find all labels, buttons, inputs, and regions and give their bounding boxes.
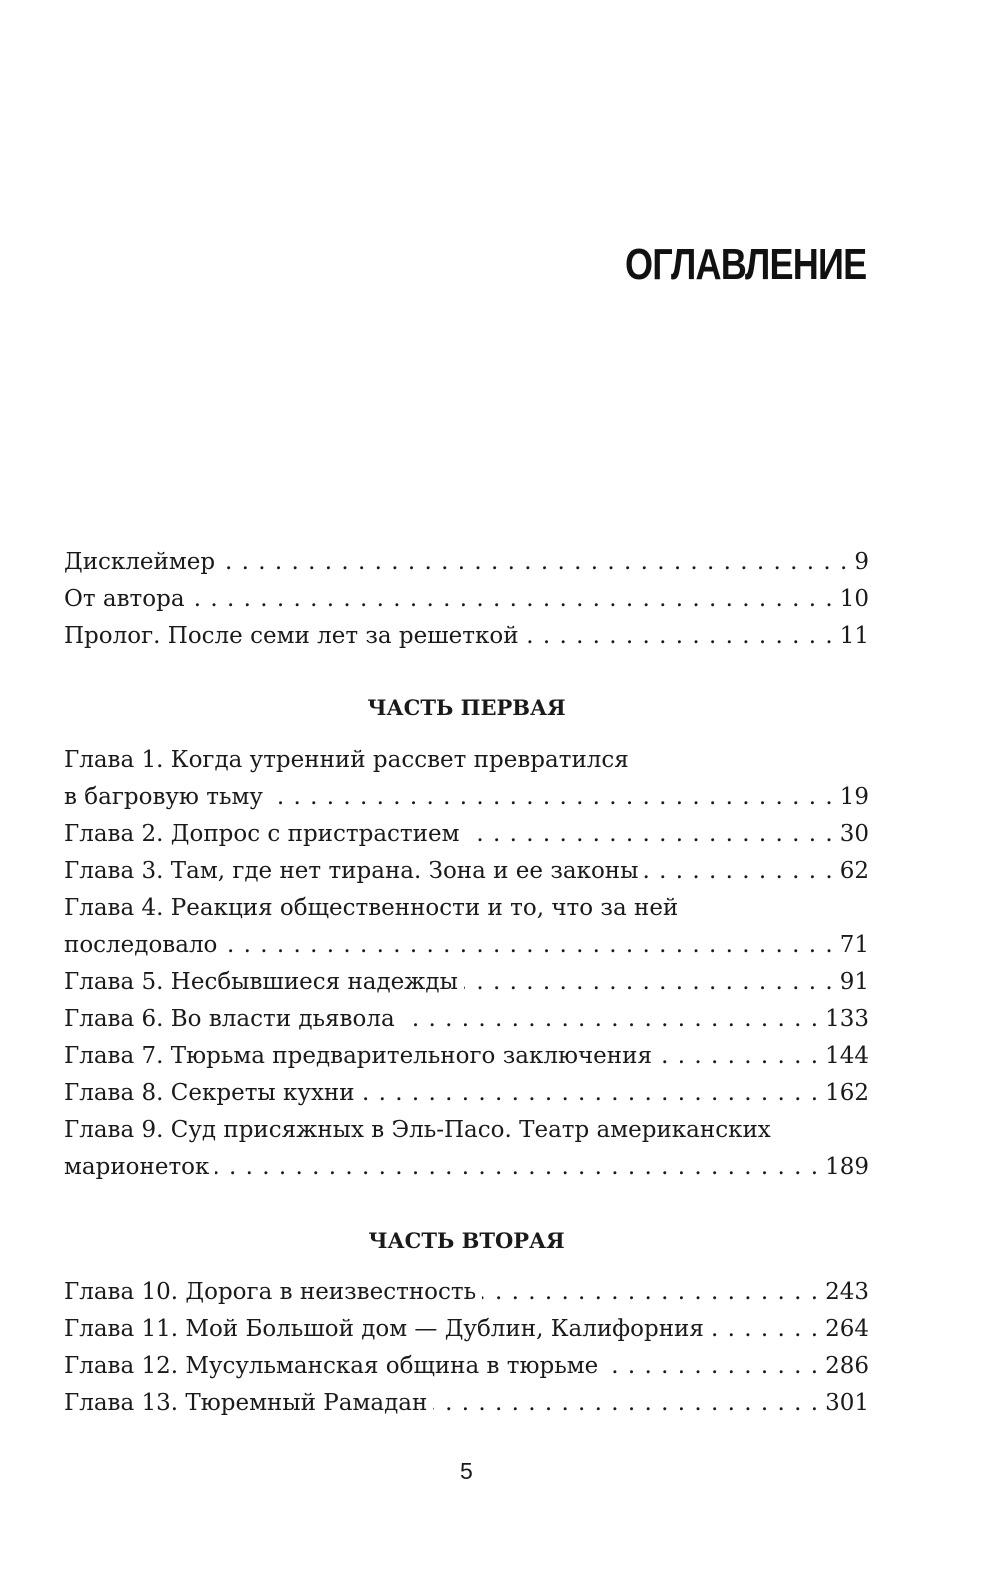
entry-title: Глава 10. Дорога в неизвестность bbox=[64, 1279, 477, 1305]
dot-leader bbox=[361, 1075, 820, 1112]
entry-page-number: 264 bbox=[825, 1316, 869, 1342]
entry-line bbox=[64, 1274, 869, 1311]
entry-page-number: 9 bbox=[854, 549, 869, 575]
toc-entry bbox=[64, 544, 869, 581]
entry-title: Глава 5. Несбывшиеся надежды bbox=[64, 969, 458, 995]
entry-page-number: 243 bbox=[825, 1279, 869, 1305]
entry-line bbox=[64, 816, 869, 853]
dot-leader bbox=[465, 816, 833, 853]
entry-page-number: 11 bbox=[839, 623, 869, 649]
toc-entry bbox=[64, 1274, 869, 1311]
entry-page-number: 286 bbox=[825, 1353, 869, 1379]
dot-leader bbox=[644, 853, 833, 890]
dot-leader bbox=[433, 1385, 819, 1422]
toc-entry bbox=[64, 581, 869, 618]
entry-line bbox=[64, 927, 869, 964]
page-title: ОГЛАВЛЕНИЕ bbox=[624, 240, 866, 289]
entry-line bbox=[64, 964, 869, 1001]
toc-entry bbox=[64, 1311, 869, 1348]
entry-page-number: 301 bbox=[825, 1390, 869, 1416]
entry-title: марионеток bbox=[64, 1154, 210, 1180]
entry-title: Глава 6. Во власти дьявола bbox=[64, 1006, 395, 1032]
toc-entry bbox=[64, 1385, 869, 1422]
toc-entry bbox=[64, 1001, 869, 1038]
entry-line bbox=[64, 1038, 869, 1075]
entry-page-number: 189 bbox=[825, 1154, 869, 1180]
entry-line bbox=[64, 1311, 869, 1348]
dot-leader bbox=[215, 1149, 819, 1186]
entry-title: в багровую тьму bbox=[64, 784, 263, 810]
dot-leader bbox=[525, 618, 834, 655]
dot-leader bbox=[221, 544, 848, 581]
entry-title: Глава 7. Тюрьма предварительного заключения bbox=[64, 1043, 652, 1069]
entry-title: Глава 13. Тюремный Рамадан bbox=[64, 1390, 428, 1416]
entry-page-number: 19 bbox=[839, 784, 869, 810]
entry-page-number: 10 bbox=[839, 586, 869, 612]
entry-line bbox=[64, 618, 869, 655]
toc-front-matter bbox=[64, 544, 869, 655]
dot-leader bbox=[482, 1274, 819, 1311]
entry-title: Пролог. После семи лет за решеткой bbox=[64, 623, 519, 649]
entry-title: Глава 8. Секреты кухни bbox=[64, 1080, 355, 1106]
entry-page-number: 71 bbox=[839, 932, 869, 958]
dot-leader bbox=[604, 1348, 819, 1385]
entry-line bbox=[64, 1385, 869, 1422]
entry-line bbox=[64, 779, 869, 816]
entry-title-line: Глава 9. Суд присяжных в Эль-Пасо. Театр американских bbox=[64, 1117, 771, 1143]
toc-entry bbox=[64, 1038, 869, 1075]
entry-line bbox=[64, 1348, 869, 1385]
dot-leader bbox=[269, 779, 834, 816]
page-number: 5 bbox=[460, 1458, 473, 1484]
toc-part-two bbox=[64, 1274, 869, 1422]
entry-page-number: 133 bbox=[825, 1006, 869, 1032]
entry-page-number: 144 bbox=[825, 1043, 869, 1069]
toc-entry bbox=[64, 1348, 869, 1385]
dot-leader bbox=[658, 1038, 819, 1075]
entry-title: Дисклеймер bbox=[64, 549, 216, 575]
toc-entry bbox=[64, 1075, 869, 1112]
entry-title: От автора bbox=[64, 586, 185, 612]
part-one-heading: ЧАСТЬ ПЕРВАЯ bbox=[367, 695, 566, 720]
entry-title: Глава 2. Допрос с пристрастием bbox=[64, 821, 460, 847]
dot-leader bbox=[464, 964, 834, 1001]
toc-entry bbox=[64, 742, 869, 816]
entry-line bbox=[64, 544, 869, 581]
entry-page-number: 30 bbox=[839, 821, 869, 847]
entry-title: Глава 11. Мой Большой дом — Дублин, Калифорния bbox=[64, 1316, 704, 1342]
toc-entry bbox=[64, 853, 869, 890]
part-two-heading: ЧАСТЬ ВТОРАЯ bbox=[368, 1228, 565, 1253]
entry-title: последовало bbox=[64, 932, 218, 958]
entry-title-line: Глава 4. Реакция общественности и то, что за ней bbox=[64, 895, 679, 921]
entry-page-number: 162 bbox=[825, 1080, 869, 1106]
dot-leader bbox=[191, 581, 834, 618]
entry-title: Глава 12. Мусульманская община в тюрьме bbox=[64, 1353, 599, 1379]
entry-page-number: 91 bbox=[839, 969, 869, 995]
entry-title-line: Глава 1. Когда утренний рассвет превратился bbox=[64, 747, 629, 773]
entry-line bbox=[64, 581, 869, 618]
entry-line bbox=[64, 1001, 869, 1038]
toc-part-one bbox=[64, 742, 869, 1186]
dot-leader bbox=[710, 1311, 819, 1348]
entry-line bbox=[64, 1149, 869, 1186]
toc-entry bbox=[64, 964, 869, 1001]
entry-line bbox=[64, 1075, 869, 1112]
entry-line bbox=[64, 853, 869, 890]
toc-entry bbox=[64, 1112, 869, 1186]
entry-title: Глава 3. Там, где нет тирана. Зона и ее законы bbox=[64, 858, 639, 884]
dot-leader bbox=[223, 927, 833, 964]
toc-entry bbox=[64, 890, 869, 964]
entry-page-number: 62 bbox=[839, 858, 869, 884]
toc-entry bbox=[64, 816, 869, 853]
toc-entry bbox=[64, 618, 869, 655]
dot-leader bbox=[401, 1001, 819, 1038]
